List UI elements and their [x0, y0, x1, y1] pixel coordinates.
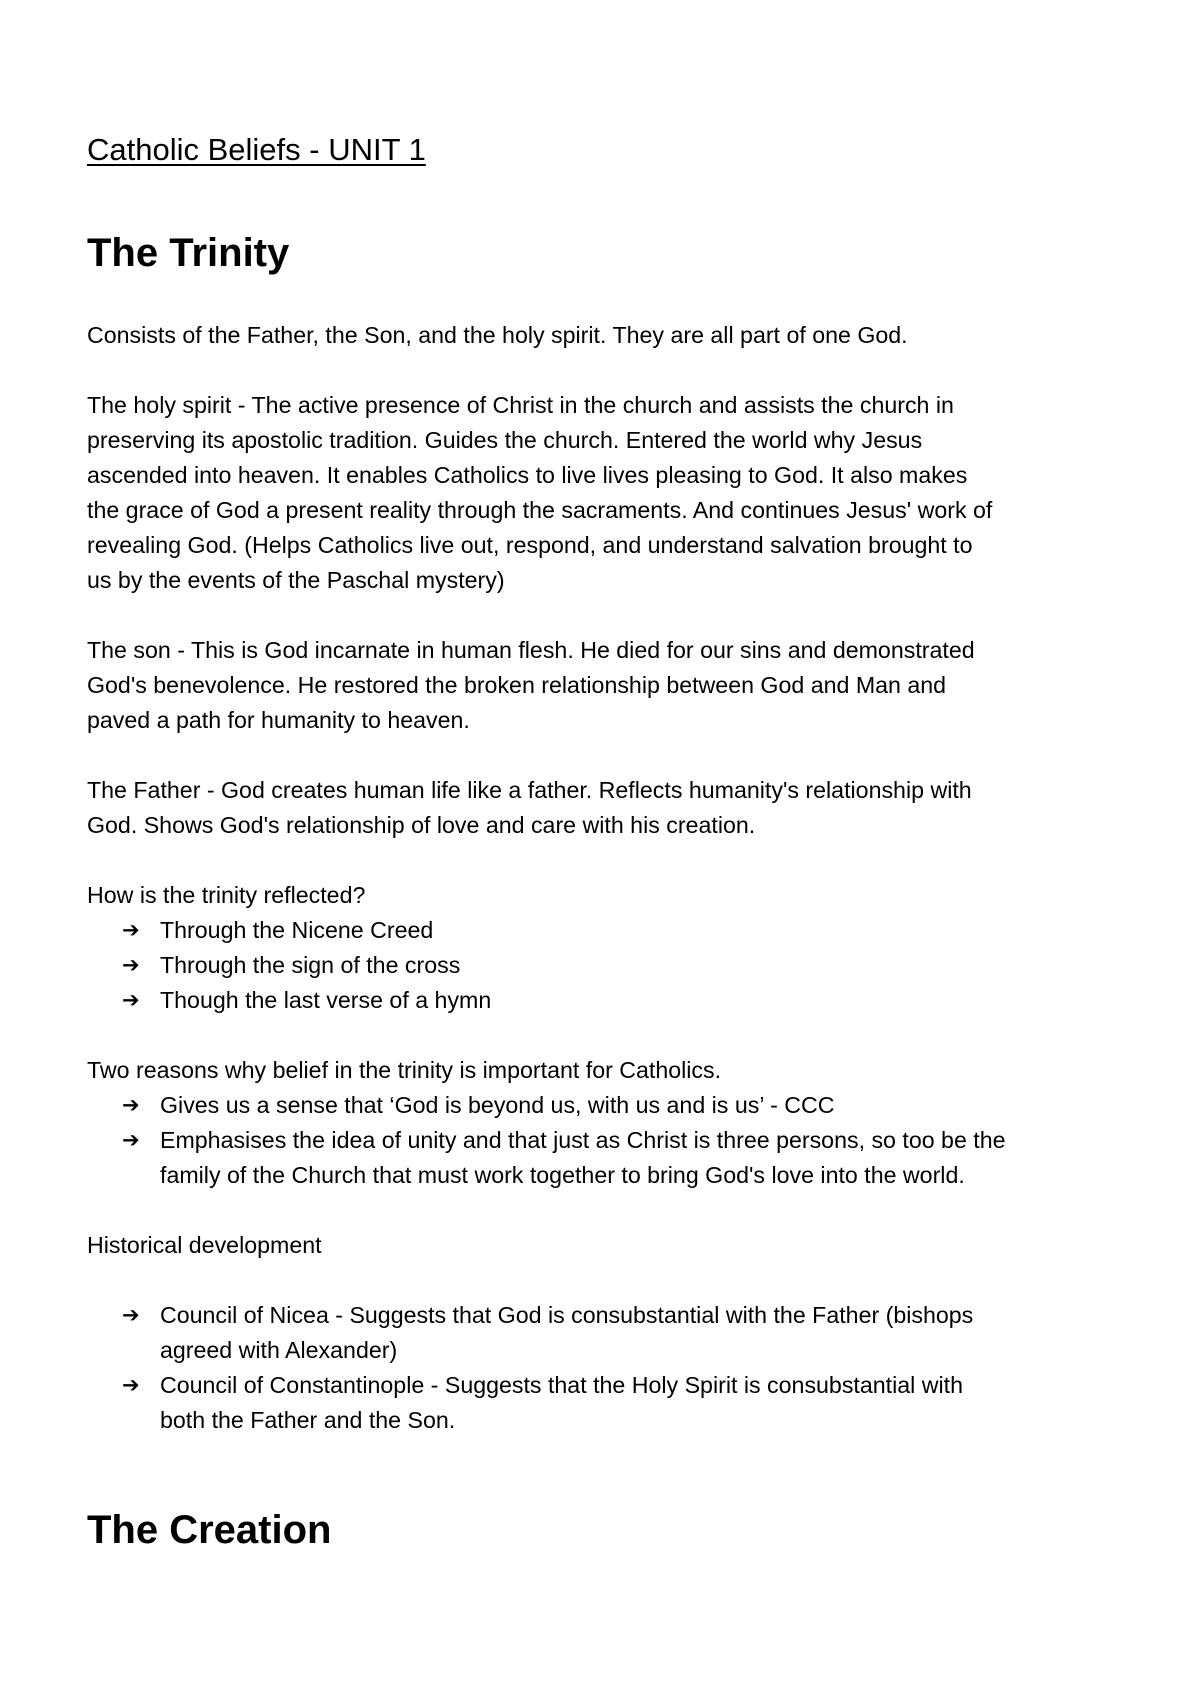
- list-item-text: both the Father and the Son.: [160, 1407, 456, 1433]
- list-item-text: family of the Church that must work together to bring God's love into the world.: [160, 1162, 965, 1188]
- paragraph-line: God's benevolence. He restored the broken relationship between God and Man and: [87, 672, 947, 698]
- list-item-text: Emphasises the idea of unity and that just as Christ is three persons, so too be the: [160, 1127, 1006, 1153]
- son-paragraph: [87, 633, 1147, 738]
- heading-the-creation: The Creation: [87, 1508, 332, 1552]
- list-item: [87, 948, 1147, 983]
- paragraph-line: paved a path for humanity to heaven.: [87, 707, 470, 733]
- paragraph-line: us by the events of the Paschal mystery): [87, 567, 505, 593]
- list-item: [87, 1298, 1147, 1368]
- arrow-bullet-icon: ➔: [122, 988, 140, 1012]
- reflected-list: [87, 913, 1147, 1018]
- heading-the-trinity: The Trinity: [87, 231, 290, 275]
- history-list: [87, 1298, 1147, 1438]
- paragraph-line: revealing God. (Helps Catholics live out, respond, and understand salvation brought to: [87, 532, 973, 558]
- paragraph-line: Historical development: [87, 1232, 322, 1258]
- paragraph-line: ascended into heaven. It enables Catholics to live lives pleasing to God. It also makes: [87, 462, 968, 488]
- list-item: [87, 1368, 1147, 1438]
- arrow-bullet-icon: ➔: [122, 953, 140, 977]
- paragraph-line: Consists of the Father, the Son, and the holy spirit. They are all part of one God.: [87, 322, 908, 348]
- list-item-text: Though the last verse of a hymn: [160, 987, 492, 1013]
- arrow-bullet-icon: ➔: [122, 1128, 140, 1152]
- paragraph-line: God. Shows God's relationship of love and care with his creation.: [87, 812, 756, 838]
- arrow-bullet-icon: ➔: [122, 1373, 140, 1397]
- paragraph-line: The holy spirit - The active presence of Christ in the church and assists the church in: [87, 392, 954, 418]
- list-item-text: Through the sign of the cross: [160, 952, 461, 978]
- arrow-bullet-icon: ➔: [122, 1093, 140, 1117]
- list-item-text: Council of Constantinople - Suggests that the Holy Spirit is consubstantial with: [160, 1372, 963, 1398]
- list-item: [87, 1088, 1147, 1123]
- reasons-list: [87, 1088, 1147, 1193]
- list-item: [87, 913, 1147, 948]
- arrow-bullet-icon: ➔: [122, 918, 140, 942]
- trinity-intro-paragraph: [87, 318, 1147, 353]
- list-item-text: Council of Nicea - Suggests that God is consubstantial with the Father (bishops: [160, 1302, 974, 1328]
- paragraph-line: How is the trinity reflected?: [87, 882, 366, 908]
- reasons-heading: [87, 1053, 1147, 1088]
- arrow-bullet-icon: ➔: [122, 1303, 140, 1327]
- father-paragraph: [87, 773, 1147, 843]
- holy-spirit-paragraph: [87, 388, 1147, 598]
- list-item-text: Gives us a sense that ‘God is beyond us, with us and is us’ - CCC: [160, 1092, 835, 1118]
- list-item-text: agreed with Alexander): [160, 1337, 398, 1363]
- paragraph-line: Two reasons why belief in the trinity is important for Catholics.: [87, 1057, 722, 1083]
- paragraph-line: the grace of God a present reality through the sacraments. And continues Jesus' work of: [87, 497, 993, 523]
- list-item-text: Through the Nicene Creed: [160, 917, 434, 943]
- paragraph-line: preserving its apostolic tradition. Guides the church. Entered the world why Jesus: [87, 427, 923, 453]
- paragraph-line: The Father - God creates human life like a father. Reflects humanity's relationship with: [87, 777, 972, 803]
- reflected-question: [87, 878, 1147, 913]
- list-item: [87, 1123, 1147, 1193]
- list-item: [87, 983, 1147, 1018]
- history-heading: [87, 1228, 1147, 1263]
- paragraph-line: The son - This is God incarnate in human flesh. He died for our sins and demonstrated: [87, 637, 975, 663]
- document-title: Catholic Beliefs - UNIT 1: [87, 132, 426, 167]
